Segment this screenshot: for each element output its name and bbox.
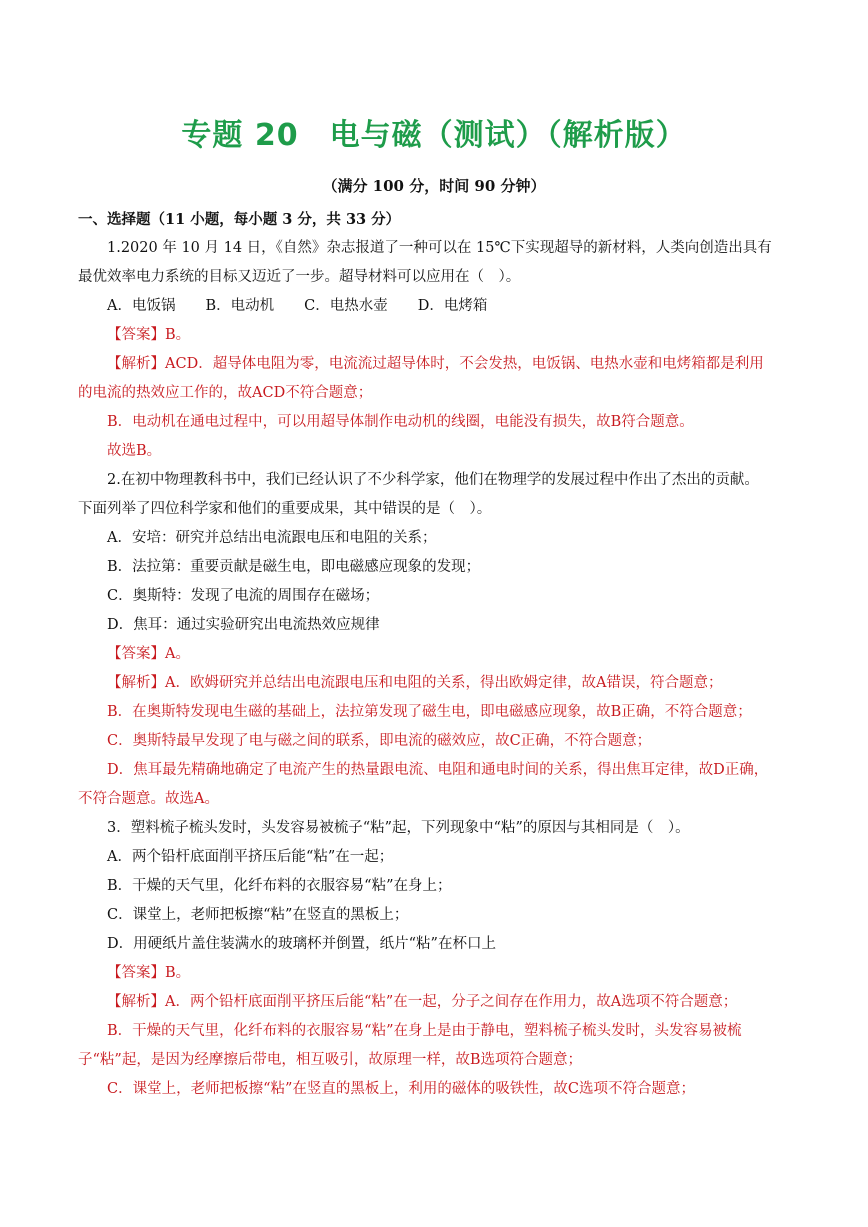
option-d: D．电烤箱 bbox=[417, 298, 488, 314]
option-c: C．奥斯特：发现了电流的周围存在磁场； bbox=[107, 588, 380, 604]
option-a: A．两个铅杆底面削平挤压后能“粘”在一起； bbox=[107, 849, 394, 865]
question-2 bbox=[78, 466, 792, 814]
question-1-options bbox=[78, 292, 792, 321]
question-3-analysis-line-2: B．干燥的天气里，化纤布料的衣服容易“粘”在身上是由于静电，塑料梳子梳头发时，头发容易被梳 bbox=[107, 1023, 742, 1039]
question-2-analysis-line-5: 不符合题意。故选A。 bbox=[78, 791, 219, 807]
question-1-analysis-line-3: B．电动机在通电过程中，可以用超导体制作电动机的线圈，电能没有损失，故B符合题意。 bbox=[107, 414, 694, 430]
question-3-analysis-line-4: C．课堂上，老师把板擦“粘”在竖直的黑板上，利用的磁体的吸铁性，故C选项不符合题意； bbox=[107, 1081, 696, 1097]
option-b: B．电动机 bbox=[205, 298, 275, 314]
question-2-analysis-line-1: 【解析】A．欧姆研究并总结出电流跟电压和电阻的关系，得出欧姆定律，故A错误，符合题意； bbox=[107, 675, 723, 691]
question-1-stem-line-2: 最优效率电力系统的目标又迈近了一步。超导材料可以应用在（ ）。 bbox=[78, 269, 521, 285]
option-d: D．焦耳：通过实验研究出电流热效应规律 bbox=[107, 617, 380, 633]
question-3-answer: 【答案】B。 bbox=[107, 965, 191, 981]
question-3-analysis-line-3: 子“粘”起，是因为经摩擦后带电，相互吸引，故原理一样，故B选项符合题意； bbox=[78, 1052, 582, 1068]
question-1-analysis-line-1: 【解析】ACD．超导体电阻为零，电流流过超导体时，不会发热，电饭锅、电热水壶和电烤箱都是利用 bbox=[107, 356, 764, 372]
option-b: B．干燥的天气里，化纤布料的衣服容易“粘”在身上； bbox=[107, 878, 452, 894]
question-2-analysis-line-4: D．焦耳最先精确地确定了电流产生的热量跟电流、电阻和通电时间的关系，得出焦耳定律，故D正确， bbox=[107, 762, 769, 778]
option-d: D．用硬纸片盖住装满水的玻璃杯并倒置，纸片“粘”在杯口上 bbox=[107, 936, 496, 952]
document-body bbox=[78, 205, 792, 1104]
option-a: A．安培：研究并总结出电流跟电压和电阻的关系； bbox=[107, 530, 437, 546]
option-a: A．电饭锅 bbox=[107, 298, 176, 314]
question-1-answer: 【答案】B。 bbox=[107, 327, 191, 343]
question-2-answer: 【答案】A。 bbox=[107, 646, 190, 662]
question-2-stem-line-2: 下面列举了四位科学家和他们的重要成果，其中错误的是（ ）。 bbox=[78, 501, 492, 517]
page-title: 专题 20 电与磁（测试）（解析版） bbox=[181, 118, 687, 153]
question-1-conclusion: 故选B。 bbox=[107, 443, 162, 459]
page-subtitle: （满分 100 分，时间 90 分钟） bbox=[322, 177, 546, 195]
question-3-analysis-line-1: 【解析】A．两个铅杆底面削平挤压后能“粘”在一起，分子之间存在作用力，故A选项不符合题意； bbox=[107, 994, 738, 1010]
question-1-stem-line-1: 1.2020 年 10 月 14 日，《自然》杂志报道了一种可以在 15℃下实现超导的新材料，人类向创造出具有 bbox=[107, 240, 772, 256]
question-1-analysis-line-2: 的电流的热效应工作的，故ACD不符合题意； bbox=[78, 385, 373, 401]
question-1 bbox=[78, 234, 792, 466]
question-2-stem-line-1: 2.在初中物理教科书中，我们已经认识了不少科学家，他们在物理学的发展过程中作出了杰出的贡献。 bbox=[107, 472, 759, 488]
question-2-analysis-line-3: C．奥斯特最早发现了电与磁之间的联系，即电流的磁效应，故C正确，不符合题意； bbox=[107, 733, 652, 749]
question-2-analysis-line-2: B．在奥斯特发现电生磁的基础上，法拉第发现了磁生电，即电磁感应现象，故B正确，不符合题意； bbox=[107, 704, 752, 720]
option-c: C．电热水壶 bbox=[304, 298, 388, 314]
question-3-stem-line-1: 3．塑料梳子梳头发时，头发容易被梳子“粘”起，下列现象中“粘”的原因与其相同是（ ）。 bbox=[107, 820, 690, 836]
option-c: C．课堂上，老师把板擦“粘”在竖直的黑板上； bbox=[107, 907, 409, 923]
question-3 bbox=[78, 814, 792, 1104]
section-heading: 一、选择题（11 小题，每小题 3 分，共 33 分） bbox=[78, 211, 401, 228]
option-b: B．法拉第：重要贡献是磁生电，即电磁感应现象的发现； bbox=[107, 559, 481, 575]
